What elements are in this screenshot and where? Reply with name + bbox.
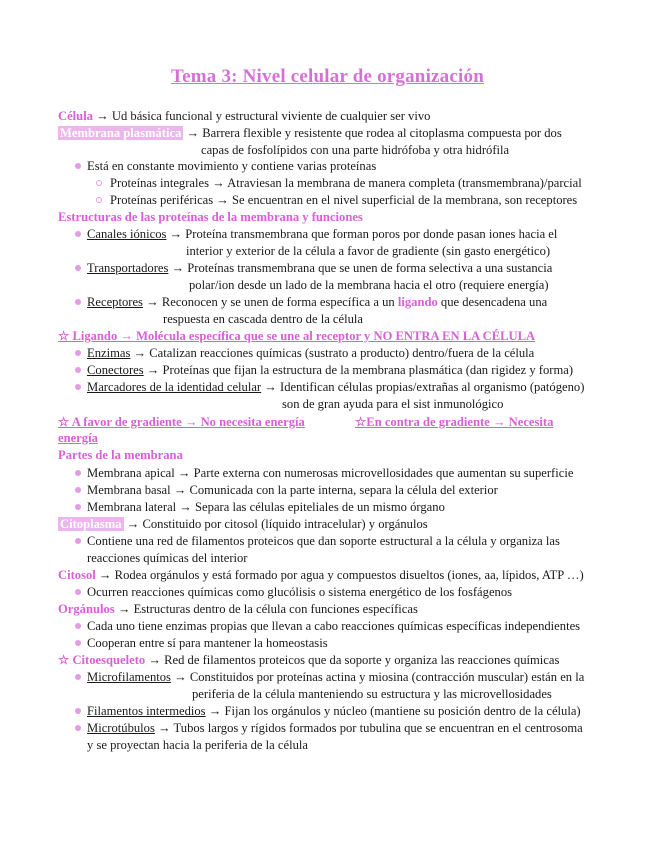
def-enzimas: → Catalizan reacciones químicas (sustrato a producto) dentro/fuera de la célula	[130, 346, 535, 360]
def-celula: → Ud básica funcional y estructural viviente de cualquier ser vivo	[92, 109, 431, 123]
note-gradiente-contra-cont	[58, 430, 98, 446]
bullet-icon	[75, 487, 81, 493]
line-receptores-cont: respuesta en cascada dentro de la célula	[163, 312, 363, 326]
def-filamentos-intermedios: → Fijan los orgánulos y núcleo (mantiene su posición dentro de la célula)	[205, 704, 581, 718]
term-citosol: Citosol	[58, 568, 96, 582]
line-celula	[58, 108, 430, 124]
section-heading-estructuras	[58, 209, 363, 225]
line-microtubulos-cont: y se proyectan hacia la periferia de la célula	[87, 738, 308, 752]
line-apical: Membrana apical → Parte externa con numerosas microvellosidades que aumentan su superficie	[87, 466, 574, 480]
bullet-icon	[75, 725, 81, 731]
note-ligando	[58, 328, 535, 344]
line-citosol-reacciones: Ocurren reacciones químicas como glucólisis o sistema energético de los fosfágenos	[87, 585, 513, 599]
bullet-icon	[75, 265, 81, 271]
line-enzimas	[87, 345, 534, 361]
line-organulos	[58, 601, 418, 617]
def-membrana: → Barrera flexible y resistente que rodea al citoplasma compuesta por dos	[183, 126, 562, 140]
bullet-icon	[75, 384, 81, 390]
def-citoesqueleto: → Red de filamentos proteicos que da soporte y organiza las reacciones químicas	[145, 653, 560, 667]
def-microtubulos: → Tubos largos y rígidos formados por tubulina que se encuentran en el centrosoma	[154, 721, 583, 735]
term-filamentos-intermedios: Filamentos intermedios	[87, 704, 206, 718]
def-microfilamentos: → Constituidos por proteínas actina y miosina (contracción muscular) están en la	[170, 670, 585, 684]
term-conectores: Conectores	[87, 363, 144, 377]
line-citoesqueleto	[58, 652, 559, 668]
line-basal: Membrana basal → Comunicada con la parte interna, separa la célula del exterior	[87, 483, 498, 497]
page-title: Tema 3: Nivel celular de organización	[171, 66, 484, 87]
line-microfilamentos-cont: periferia de la célula manteniendo su estructura y las microvellosidades	[192, 687, 552, 701]
line-microtubulos	[87, 720, 583, 736]
def-receptores: → Reconocen y se unen de forma específica a un	[142, 295, 398, 309]
term-celula: Célula	[58, 109, 93, 123]
line-proteinas-integrales: Proteínas integrales → Atraviesan la membrana de manera completa (transmembrana)/parcial	[110, 176, 582, 190]
def-canales: → Proteína transmembrana que forman poros por donde pasan iones hacia el	[166, 227, 558, 241]
bullet-icon	[75, 640, 81, 646]
def-receptores-end: que desencadena una	[437, 295, 548, 309]
line-canales-cont: interior y exterior de la célula a favor de gradiente (sin gasto energético)	[186, 244, 551, 258]
line-canales	[87, 226, 557, 242]
line-conectores	[87, 362, 573, 378]
bullet-icon	[75, 589, 81, 595]
line-movimiento: Está en constante movimiento y contiene varias proteínas	[87, 159, 377, 173]
line-marcadores	[87, 379, 584, 395]
line-filamentos-intermedios	[87, 703, 581, 719]
def-organulos: → Estructuras dentro de la célula con funciones específicas	[114, 602, 418, 616]
line-organulos-enzimas: Cada uno tiene enzimas propias que llevan a cabo reacciones químicas específicas independientes	[87, 619, 581, 633]
line-receptores	[87, 294, 547, 310]
def-marcadores: → Identifican células propias/extrañas al organismo (patógeno)	[261, 380, 585, 394]
def-citoplasma: → Constituido por citosol (líquido intracelular) y orgánulos	[123, 517, 428, 531]
def-conectores: → Proteínas que fijan la estructura de la membrana plasmática (dan rigidez y forma)	[143, 363, 574, 377]
line-lateral: Membrana lateral → Separa las células epiteliales de un mismo órgano	[87, 500, 445, 514]
term-receptores: Receptores	[87, 295, 143, 309]
term-citoesqueleto: ☆ Citoesqueleto	[58, 653, 146, 667]
term-marcadores: Marcadores de la identidad celular	[87, 380, 262, 394]
term-citoplasma: Citoplasma	[60, 517, 122, 531]
term-transportadores: Transportadores	[87, 261, 169, 275]
def-citosol: → Rodea orgánulos y está formado por agua y compuestos disueltos (iones, aa, lípidos, ATP …)	[95, 568, 584, 582]
bullet-icon	[75, 163, 81, 169]
line-citoplasma-red-cont: reacciones químicas del interior	[87, 551, 248, 565]
line-membrana	[58, 125, 562, 141]
note-gradiente-contra	[355, 414, 553, 430]
note-ligando-text: ☆ Ligando → Molécula específica que se une al receptor y NO ENTRA EN LA CÉLULA	[58, 329, 536, 343]
bullet-icon	[75, 538, 81, 544]
line-proteinas-perifericas: Proteínas periféricas → Se encuentran en el nivel superficial de la membrana, son receptores	[110, 193, 578, 207]
bullet-icon	[75, 708, 81, 714]
line-membrana-cont: capas de fosfolípidos con una parte hidrófoba y otra hidrófila	[201, 143, 510, 157]
note-gradiente-favor	[58, 414, 305, 430]
note-favor-text: ☆ A favor de gradiente → No necesita energía	[58, 415, 305, 429]
line-marcadores-cont: son de gran ayuda para el sist inmunológico	[282, 397, 504, 411]
bullet-icon	[75, 504, 81, 510]
heading-text: Partes de la membrana	[58, 448, 183, 462]
line-citoplasma-red: Contiene una red de filamentos proteicos que dan soporte estructural a la célula y organiza las	[87, 534, 560, 548]
term-ligando-inline: ligando	[397, 295, 438, 309]
term-organulos: Orgánulos	[58, 602, 115, 616]
term-microtubulos: Microtúbulos	[87, 721, 155, 735]
line-microfilamentos	[87, 669, 584, 685]
bullet-icon	[75, 623, 81, 629]
circle-bullet-icon	[96, 197, 102, 203]
note-contra-text: ☆En contra de gradiente → Necesita	[355, 415, 554, 429]
term-membrana-plasmatica: Membrana plasmática	[60, 126, 182, 140]
bullet-icon	[75, 350, 81, 356]
line-organulos-homeostasis: Cooperan entre sí para mantener la homeostasis	[87, 636, 328, 650]
line-transportadores-cont: polar/ion desde un lado de la membrana hacia el otro (requiere energía)	[189, 278, 549, 292]
def-transportadores: → Proteínas transmembrana que se unen de forma selectiva a una sustancia	[168, 261, 553, 275]
line-transportadores	[87, 260, 552, 276]
bullet-icon	[75, 470, 81, 476]
bullet-icon	[75, 299, 81, 305]
circle-bullet-icon	[96, 180, 102, 186]
term-microfilamentos: Microfilamentos	[87, 670, 171, 684]
term-enzimas: Enzimas	[87, 346, 131, 360]
bullet-icon	[75, 674, 81, 680]
line-citoplasma	[58, 516, 428, 532]
section-heading-partes	[58, 447, 183, 463]
bullet-icon	[75, 367, 81, 373]
note-contra-cont-text: energía	[58, 431, 98, 445]
line-citosol	[58, 567, 584, 583]
term-canales: Canales iónicos	[87, 227, 167, 241]
heading-text: Estructuras de las proteínas de la membrana y funciones	[58, 210, 363, 224]
bullet-icon	[75, 231, 81, 237]
